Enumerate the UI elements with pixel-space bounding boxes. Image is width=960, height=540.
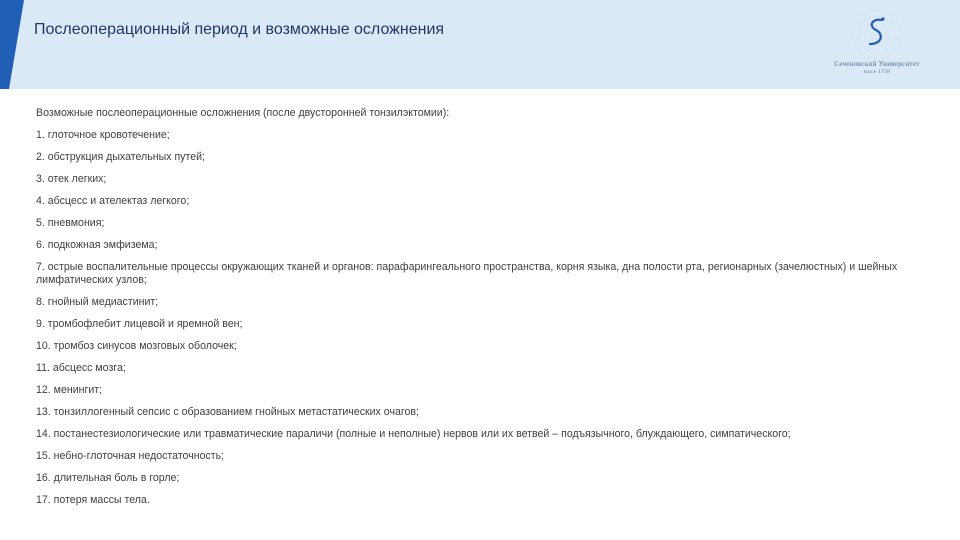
slide-header: [0, 0, 960, 89]
list-item: 15. небно-глоточная недостаточность;: [36, 450, 225, 462]
list-item: 10. тромбоз синусов мозговых оболочек;: [36, 340, 237, 352]
list-item: 17. потеря массы тела.: [36, 494, 150, 506]
list-item: 14. постанестезиологические или травматические параличи (полные и неполные) нервов или их ветвей – подъязычного, блуждающего, симпатического;: [36, 428, 791, 440]
slide-title: Послеоперационный период и возможные осложнения: [34, 21, 445, 38]
list-item: 5. пневмония;: [36, 217, 105, 229]
list-item: 7. острые воспалительные процессы окружающих тканей и органов: парафарингеального пространства, корня языка, дна полости рта, регионарных (зачелюстных) и шейных лимфатических узлов;: [36, 261, 898, 286]
list-item: 9. тромбофлебит лицевой и яремной вен;: [36, 318, 243, 330]
intro-text: Возможные послеоперационные осложнения (после двусторонней тонзилэктомии):: [36, 107, 450, 119]
list-item: 12. менингит;: [36, 384, 103, 396]
list-item: 11. абсцесс мозга;: [36, 362, 126, 374]
list-item: 13. тонзиллогенный сепсис с образованием гнойных метастатических очагов;: [36, 406, 419, 418]
logo-subcaption: since 1758: [863, 70, 891, 75]
list-item: 8. гнойный медиастинит;: [36, 296, 159, 308]
list-item: 16. длительная боль в горле;: [36, 472, 180, 484]
list-item: 4. абсцесс и ателектаз легкого;: [36, 195, 190, 207]
logo-caption: Сеченовский Университет: [834, 60, 920, 68]
list-item: 3. отек легких;: [36, 173, 107, 185]
list-item: 2. обструкция дыхательных путей;: [36, 151, 205, 163]
university-logo: [822, 8, 932, 82]
complications-content: [36, 107, 916, 516]
logo-emblem-icon: [822, 8, 932, 60]
list-item: 1. глоточное кровотечение;: [36, 129, 170, 141]
list-item: 6. подкожная эмфизема;: [36, 239, 158, 251]
header-accent-stripe: [0, 0, 960, 89]
